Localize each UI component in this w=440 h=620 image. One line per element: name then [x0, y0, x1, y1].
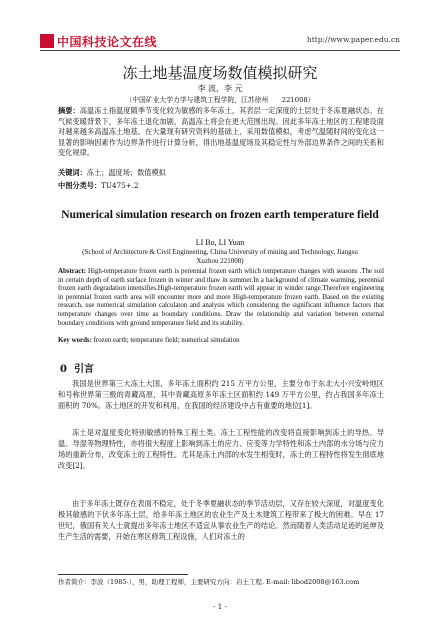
journal-logo — [40, 33, 157, 49]
abstract-label-zh: 摘要： — [58, 106, 80, 115]
keywords-en — [58, 337, 384, 344]
paragraph-3: 由于多年冻土既存在表面不稳定，处于冬季夏融状态的季节活动层，又存在较大深度，对温度变化极其敏感的下伏多年冻土层，给多年冻土地区的农业生产及土木建筑工程带来了极大的困难。早在 17 世纪，俄国有关人士就提出多年冻土地区不适宜从事农业生产的结论。然而随着人类活动足迹的延伸及生产生活的需要，开始在寒区修筑工程设施，人们对冻土的 — [58, 499, 384, 541]
clc-value: TU475+.2 — [101, 181, 139, 190]
authors-zh: 李 波，李 元 — [197, 84, 243, 93]
abstract-zh — [58, 106, 384, 159]
logo-text: 中国科技论文在线 — [57, 34, 158, 49]
abstract-text-en: High-temperature frozen earth is perennial frozen earth which temperature changes with seasons .The soil in certain depth of earth surface frozen in winter and thaw in summer.In a background of climate warming, perennial frozen earth degradation intensifies.High-temperature frozen earth will appear in winder range.Therefore engineering in perennial frozen earth area will encounter more and more High-temperature frozen earth. Based on the existing research, use numerical simulation calculaton and analysis which considering the significant influence factors that temperature changes over time as boundary conditions. Draw the relationship and variation between external boundary conditions with ground temperature field and its stability. — [58, 268, 384, 327]
author-footnote: 作者简介：李波（1985-），男，助理工程师，主要研究方向：岩土工程. E-mail: libod2008@163.com — [58, 578, 360, 586]
authors-en: LI Bo, LI Yuan — [195, 238, 245, 247]
abstract-text-zh: 高温冻土指温度随季节变化较为敏感的多年冻土，其表层一定深度的土层处于冬冻夏融状态。在气候变暖背景下，多年冻土退化加剧，高温冻土将会在更大范围出现。因此多年冻土地区的工程建设面对越来越多高温冻土地基。在大量现有研究资料的基础上，采用数值模拟，考虑气温随时间的变化这一显著的影响因素作为边界条件进行计算分析，得出地基温度场及其稳定性与外部边界条件之间的关系和变化规律。 — [58, 106, 384, 157]
paragraph-2: 冻土是对温度变化特别敏感的特殊工程土类。冻土工程性能的改变将直接影响到冻土的导热、导温、导湿等物理特性，亦将很大程度上影响到冻土的应力、应变等力学特性和冻土内部的水分场与应力场的重新分布，改变冻土的工程特性。尤其是冻土内部的水发生相变时，冻土的工程特性将发生彻底地改变[2]。 — [58, 428, 384, 470]
keywords-text-zh: 冻土；温度场；数值模拟 — [86, 168, 166, 177]
abstract-label-en: Abstract: — [58, 268, 86, 275]
clc-label: 中图分类号： — [58, 181, 102, 190]
clc-number — [58, 181, 384, 192]
section-heading — [60, 360, 94, 375]
keywords-label-en: Key words: — [58, 337, 92, 344]
page-number: - 1 - — [213, 603, 227, 611]
section-number: 0 — [60, 364, 67, 375]
abstract-en — [58, 268, 384, 328]
header-rule — [40, 50, 400, 51]
paper-title-en: Numerical simulation research on frozen earth temperature field — [61, 209, 379, 221]
affiliation-zh: （中国矿业大学力学与建筑工程学院，江苏徐州 221008） — [125, 96, 315, 104]
keywords-zh — [58, 168, 384, 179]
footnote-rule — [58, 574, 188, 575]
section-title: 引言 — [73, 364, 94, 375]
paper-title-zh: 冻土地基温度场数值模拟研究 — [122, 64, 318, 82]
affiliation-en: (School of Architecture & Civil Engineering, China University of mining and Technology, Jiangsu Xuzhou 221008) — [82, 248, 358, 265]
logo-mark-icon — [40, 34, 54, 48]
keywords-label-zh: 关键词： — [58, 168, 87, 177]
paragraph-1: 我国是世界第三大冻土大国，多年冻土面积约 215 万平方公里，主要分布于东北大小兴安岭地区和号称世界第三极的青藏高原，其中青藏高原多年冻土区面积约 149 万平方公里，约占我国多年冻土面积的 70%。冻土地区的开发和利用，在我国的经济建设中占有重要的地位[1]。 — [58, 379, 384, 410]
site-url[interactable]: http://www.paper.edu.cn — [306, 35, 400, 44]
keywords-text-en: frozen earth; temperature field; numerical simulation — [93, 337, 240, 344]
